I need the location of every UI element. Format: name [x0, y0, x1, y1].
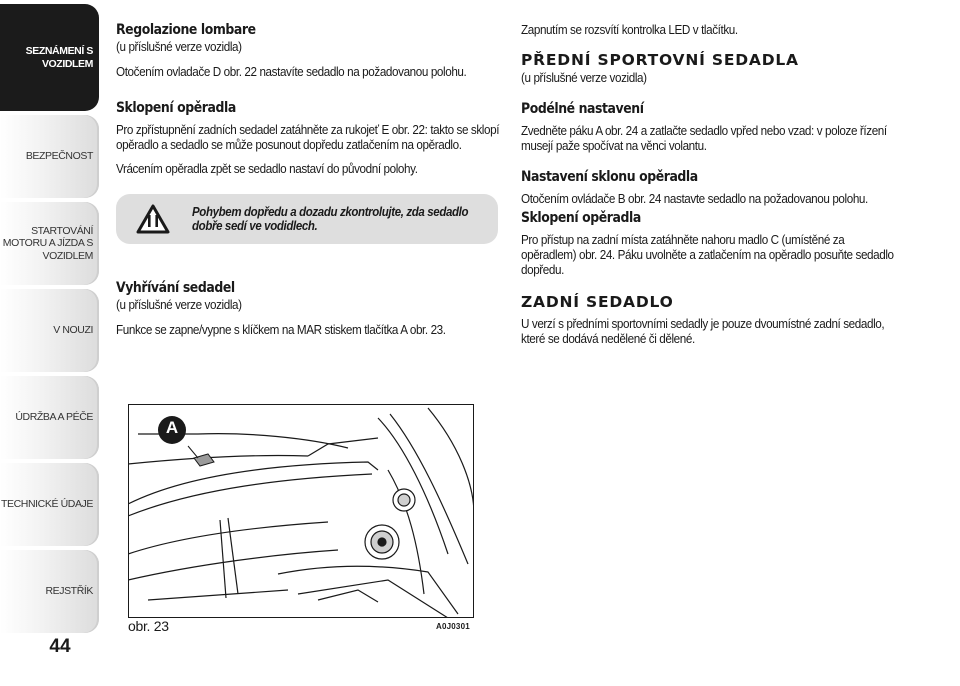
tab-bezpecnost[interactable] [0, 115, 99, 198]
tilt-paragraph: Otočením ovládače B obr. 24 nastavte sedadlo na požadovanou polohu. [521, 191, 868, 206]
figure-code: A0J0301 [436, 622, 470, 631]
right-column [521, 22, 901, 355]
right-fold-paragraph: Pro přístup na zadní místa zatáhněte nahoru madlo C (umístěné za opěradlem) obr. 24. Páku uvolněte a zatlačením na opěradlo posuňte sedadlo dopředu. [521, 232, 894, 277]
tab-label: STARTOVÁNÍ MOTORU A JÍZDA S VOZIDLEM [2, 224, 93, 262]
fold-paragraph-2: Vrácením opěradla zpět se sedadlo nastaví do původní polohy. [116, 161, 418, 176]
longitudinal-heading: Podélné nastavení [521, 101, 644, 117]
tab-label: REJSTŘÍK [45, 585, 93, 598]
warning-box [116, 194, 498, 244]
rear-seat-paragraph: U verzí s předními sportovními sedadly je pouze dvoumístné zadní sedadlo, které se dodává nedělené či dělené. [521, 316, 885, 346]
fold-paragraph-1: Pro zpřístupnění zadních sedadel zatáhněte za rukojeť E obr. 22: takto se sklopí opěradlo a sedadlo se může posunout dopředu zatlačením na opěradlo. [116, 122, 500, 152]
left-column [116, 22, 502, 346]
tab-label: BEZPEČNOST [25, 150, 93, 163]
sport-seats-heading: PŘEDNÍ SPORTOVNÍ SEDADLA [521, 51, 799, 69]
lumbar-heading: Regolazione lombare [116, 22, 256, 38]
tab-v-nouzi[interactable] [0, 289, 99, 372]
tab-seznameni-s-vozidlem[interactable] [0, 4, 99, 111]
tab-label: SEZNÁMENÍ S VOZIDLEM [25, 45, 93, 70]
figure-caption: obr. 23 [128, 618, 169, 634]
tab-label: TECHNICKÉ ÚDAJE [0, 498, 93, 511]
led-paragraph: Zapnutím se rozsvítí kontrolka LED v tlačítku. [521, 22, 738, 37]
tab-technicke-udaje[interactable] [0, 463, 99, 546]
tab-startovani[interactable] [0, 202, 99, 285]
heating-heading: Vyhřívání sedadel [116, 280, 235, 296]
heating-note: (u příslušné verze vozidla) [116, 297, 242, 312]
marker-a-label: A [165, 418, 179, 437]
tab-label: V NOUZI [53, 324, 93, 337]
right-fold-heading: Sklopení opěradla [521, 210, 641, 226]
tab-rejstrik[interactable] [0, 550, 99, 633]
rear-seat-heading: ZADNÍ SEDADLO [521, 293, 674, 311]
seat-heating-figure [128, 404, 474, 636]
warning-triangle-icon [136, 204, 170, 234]
warning-text: Pohybem dopředu a dozadu zkontrolujte, zda sedadlo dobře sedí ve vodidlech. [192, 205, 469, 233]
tab-label: ÚDRŽBA A PÉČE [15, 411, 93, 424]
page-number: 44 [49, 636, 71, 657]
tilt-heading: Nastavení sklonu opěradla [521, 169, 698, 185]
fold-heading: Sklopení opěradla [116, 100, 236, 116]
lumbar-note: (u příslušné verze vozidla) [116, 39, 242, 54]
longitudinal-paragraph: Zvedněte páku A obr. 24 a zatlačte sedadlo vpřed nebo vzad: v poloze řízení musejí paže spočívat na věnci volantu. [521, 123, 887, 153]
sport-seats-note: (u příslušné verze vozidla) [521, 70, 647, 85]
heating-paragraph: Funkce se zapne/vypne s klíčkem na MAR stiskem tlačítka A obr. 23. [116, 322, 446, 337]
lumbar-paragraph: Otočením ovladače D obr. 22 nastavíte sedadlo na požadovanou polohu. [116, 64, 467, 79]
tab-udrzba-a-pece[interactable] [0, 376, 99, 459]
